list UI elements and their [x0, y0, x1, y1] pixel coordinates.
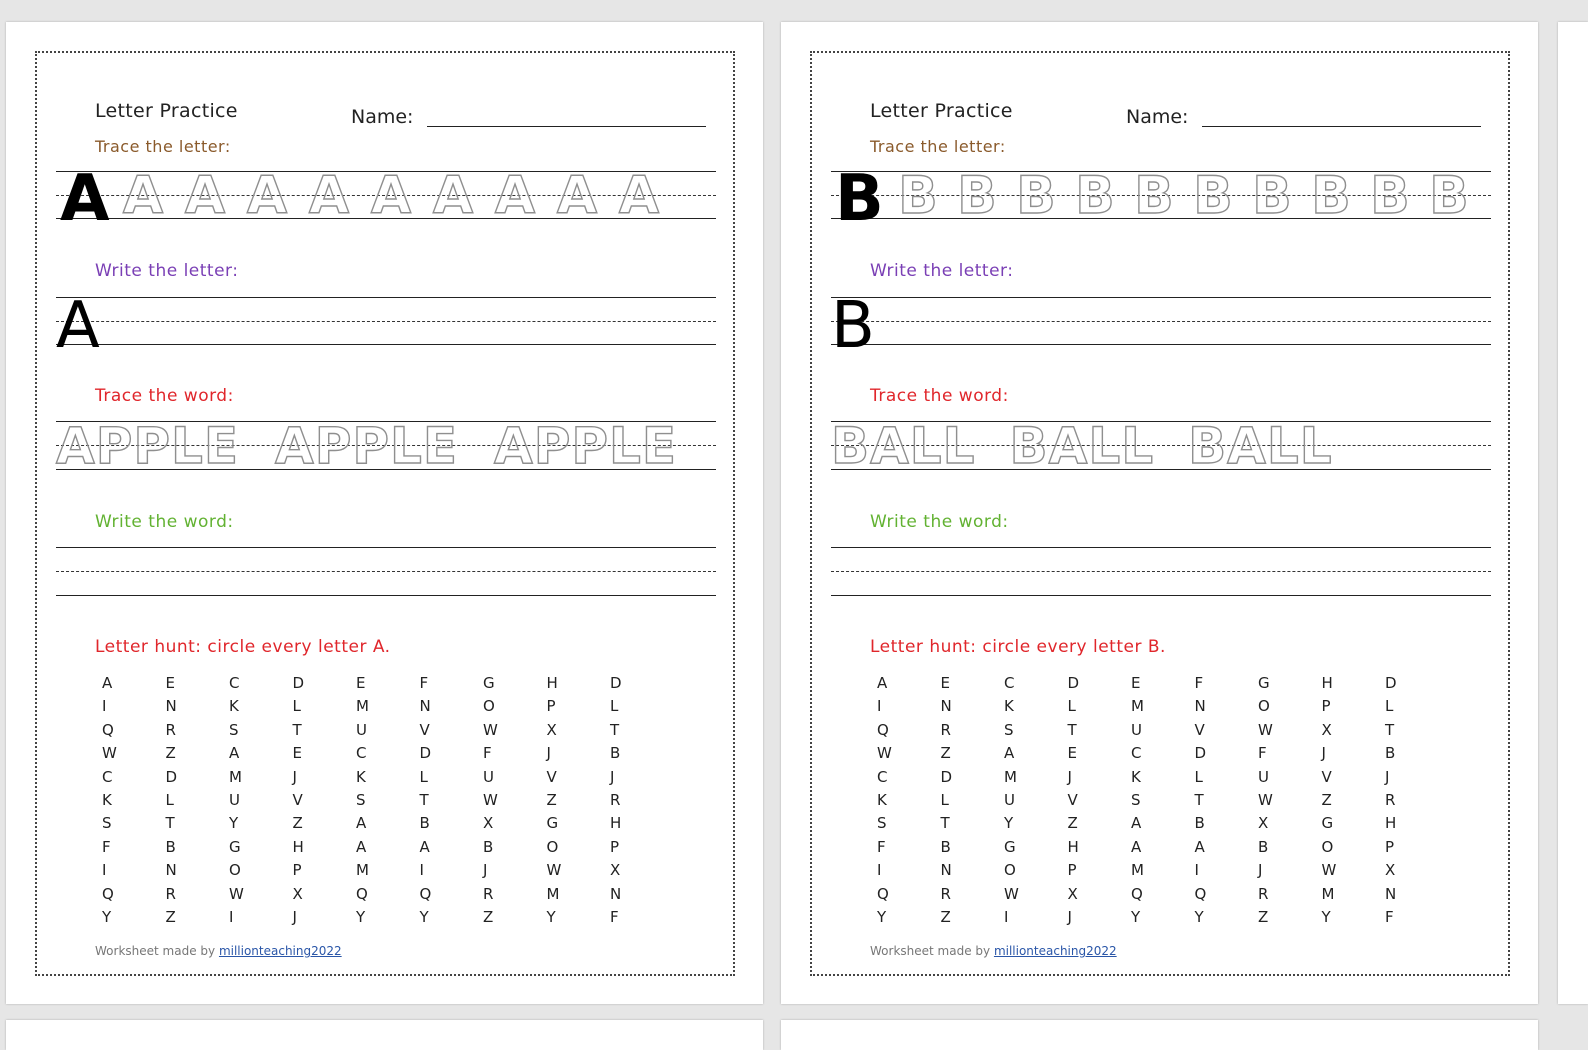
hunt-letter[interactable]: N — [165, 861, 177, 880]
guide-line-base — [831, 344, 1491, 345]
hunt-letter[interactable]: R — [940, 884, 951, 903]
hunt-letter[interactable]: F — [483, 744, 492, 763]
hunt-letter[interactable]: U — [356, 720, 367, 739]
hunt-letter[interactable]: A — [1131, 814, 1142, 833]
trace-word: BALL — [1188, 417, 1333, 475]
hunt-letter[interactable]: J — [1385, 767, 1390, 786]
hunt-letter[interactable]: A — [877, 674, 888, 692]
trace-letter: B — [898, 166, 938, 226]
trace-letter: B — [1016, 166, 1056, 226]
hunt-letter[interactable]: A — [1194, 837, 1205, 856]
hunt-letter[interactable]: T — [940, 814, 950, 833]
hunt-letter[interactable]: X — [1258, 814, 1269, 833]
trace-letter: A — [184, 166, 226, 226]
hunt-letter[interactable]: G — [483, 674, 495, 692]
model-letter: A — [56, 289, 100, 363]
hunt-letter[interactable]: A — [356, 814, 367, 833]
hunt-letter[interactable]: Q — [1131, 884, 1143, 903]
hunt-letter[interactable]: M — [1131, 697, 1144, 716]
hunt-letter[interactable]: Q — [419, 884, 432, 903]
worksheet-page-2 — [781, 22, 1538, 1004]
hunt-letter[interactable]: O — [1258, 697, 1270, 716]
hunt-letter[interactable]: P — [292, 861, 302, 880]
hunt-letter[interactable]: N — [419, 697, 431, 716]
hunt-letter[interactable]: B — [483, 837, 494, 856]
hunt-letter[interactable]: F — [1385, 907, 1394, 926]
guide-line-mid — [56, 321, 716, 322]
trace-word: APPLE — [275, 417, 459, 475]
guide-line-top — [831, 547, 1491, 548]
hunt-letter[interactable]: R — [165, 884, 176, 903]
next-page-edge — [6, 1020, 763, 1050]
hunt-letter[interactable]: F — [1258, 744, 1267, 763]
hunt-letter[interactable]: X — [1067, 884, 1078, 903]
hunt-letter[interactable]: H — [1385, 814, 1397, 833]
hunt-letter[interactable]: R — [940, 720, 951, 739]
model-letter: A — [60, 162, 110, 236]
hunt-letter[interactable]: N — [940, 861, 952, 880]
next-page-edge — [1558, 22, 1588, 1004]
hunt-letter[interactable]: S — [877, 814, 887, 833]
trace-letter: A — [494, 166, 536, 226]
hunt-letter[interactable]: E — [1131, 674, 1141, 692]
hunt-letter[interactable]: L — [165, 790, 174, 809]
hunt-letter[interactable]: B — [419, 814, 430, 833]
guide-line-base — [56, 595, 716, 596]
hunt-letter[interactable]: Z — [165, 907, 176, 926]
hunt-letter[interactable]: M — [229, 767, 242, 786]
hunt-letter[interactable]: L — [419, 767, 428, 786]
hunt-letter[interactable]: V — [1067, 790, 1078, 809]
hunt-letter[interactable]: A — [102, 674, 113, 692]
trace-letter: B — [1311, 166, 1351, 226]
guide-line-mid — [831, 321, 1491, 322]
hunt-letter[interactable]: Y — [877, 907, 887, 926]
hunt-letter[interactable]: M — [356, 861, 369, 880]
hunt-letter[interactable]: J — [292, 767, 297, 786]
trace-letter: A — [618, 166, 660, 226]
hunt-letter[interactable]: W — [229, 884, 244, 903]
hunt-letter[interactable]: Y — [102, 907, 112, 926]
hunt-letter[interactable]: I — [419, 861, 424, 880]
hunt-letter[interactable]: A — [1004, 744, 1015, 763]
hunt-letter[interactable]: C — [1131, 744, 1142, 763]
hunt-letter[interactable]: T — [1194, 790, 1204, 809]
trace-letter-row — [118, 166, 664, 226]
trace-word-row — [56, 417, 678, 475]
hunt-letter[interactable]: B — [610, 744, 621, 763]
letter-hunt-grid — [877, 673, 1449, 927]
hunt-letter[interactable]: H — [292, 837, 304, 856]
hunt-letter[interactable]: D — [610, 674, 622, 692]
guide-line-base — [831, 595, 1491, 596]
hunt-letter[interactable]: X — [610, 861, 621, 880]
hunt-letter[interactable]: S — [356, 790, 366, 809]
hunt-letter[interactable]: G — [1321, 814, 1334, 833]
hunt-letter[interactable]: U — [1258, 767, 1269, 786]
hunt-letter[interactable]: P — [1385, 837, 1395, 856]
hunt-letter[interactable]: X — [292, 884, 303, 903]
hunt-letter[interactable]: U — [1004, 790, 1015, 809]
name-field-line[interactable] — [427, 126, 706, 127]
guide-line-mid — [831, 571, 1491, 572]
hunt-letter[interactable]: I — [102, 861, 107, 880]
hunt-letter[interactable]: Z — [165, 744, 176, 763]
hunt-letter[interactable]: Z — [1067, 814, 1078, 833]
hunt-letter[interactable]: Z — [483, 907, 494, 926]
guide-line-top — [831, 297, 1491, 298]
hunt-letter[interactable]: W — [1258, 720, 1273, 739]
hunt-letter[interactable]: V — [419, 720, 430, 739]
hunt-letter[interactable]: F — [610, 907, 619, 926]
hunt-letter[interactable]: Z — [1321, 790, 1332, 809]
hunt-letter[interactable]: B — [940, 837, 951, 856]
hunt-letter[interactable]: U — [483, 767, 494, 786]
trace-letter: B — [957, 166, 997, 226]
trace-letter: B — [1370, 166, 1410, 226]
hunt-letter[interactable]: Z — [292, 814, 303, 833]
trace-word-label: Trace the word: — [870, 386, 1009, 406]
hunt-letter[interactable]: D — [1385, 674, 1397, 692]
hunt-letter[interactable]: T — [1067, 720, 1077, 739]
trace-word: APPLE — [494, 417, 678, 475]
hunt-letter[interactable]: W — [1321, 861, 1337, 880]
hunt-letter[interactable]: X — [1385, 861, 1396, 880]
trace-letter: A — [432, 166, 474, 226]
hunt-letter[interactable]: X — [1321, 720, 1332, 739]
hunt-letter[interactable]: D — [940, 767, 953, 786]
hunt-letter[interactable]: Z — [940, 907, 951, 926]
hunt-letter[interactable]: R — [610, 790, 621, 809]
hunt-letter[interactable]: L — [1385, 697, 1394, 716]
model-letter: B — [835, 162, 884, 236]
hunt-letter[interactable]: G — [229, 837, 241, 856]
hunt-letter[interactable]: Z — [940, 744, 951, 763]
footer-text: Worksheet made by — [95, 944, 216, 958]
hunt-letter[interactable]: V — [546, 767, 557, 786]
hunt-letter[interactable]: O — [1004, 861, 1016, 880]
hunt-letter[interactable]: D — [1067, 674, 1080, 692]
hunt-letter[interactable]: M — [1131, 861, 1144, 880]
hunt-letter[interactable]: Y — [356, 907, 366, 926]
hunt-letter[interactable]: H — [1067, 837, 1079, 856]
hunt-letter[interactable]: E — [292, 744, 302, 763]
hunt-letter[interactable]: K — [229, 697, 239, 716]
hunt-letter[interactable]: W — [483, 790, 498, 809]
name-label: Name: — [351, 106, 414, 128]
hunt-letter[interactable]: F — [419, 674, 429, 692]
hunt-letter[interactable]: Q — [1194, 884, 1207, 903]
guide-line-top — [56, 547, 716, 548]
hunt-letter[interactable]: E — [165, 674, 175, 692]
hunt-letter[interactable]: M — [1321, 884, 1335, 903]
hunt-letter[interactable]: E — [940, 674, 950, 692]
hunt-letter[interactable]: V — [1194, 720, 1205, 739]
letter-hunt-label: Letter hunt: circle every letter A. — [95, 637, 391, 657]
hunt-letter[interactable]: Y — [1321, 907, 1331, 926]
hunt-letter[interactable]: B — [1385, 744, 1396, 763]
hunt-letter[interactable]: S — [102, 814, 112, 833]
hunt-letter[interactable]: J — [1321, 744, 1326, 763]
letter-hunt-grid — [102, 673, 674, 927]
footer-link[interactable]: millionteaching2022 — [218, 944, 342, 958]
hunt-letter[interactable]: Q — [102, 884, 114, 903]
hunt-letter[interactable]: D — [419, 744, 432, 763]
hunt-letter[interactable]: C — [229, 674, 240, 692]
hunt-letter[interactable]: W — [1258, 790, 1273, 809]
hunt-letter[interactable]: Q — [877, 720, 889, 739]
hunt-letter[interactable]: W — [483, 720, 498, 739]
hunt-letter[interactable]: O — [546, 837, 559, 856]
hunt-letter[interactable]: J — [1067, 907, 1072, 926]
guide-line-base — [56, 344, 716, 345]
hunt-letter[interactable]: N — [1385, 884, 1397, 903]
hunt-letter[interactable]: P — [546, 697, 556, 716]
hunt-letter[interactable]: N — [610, 884, 622, 903]
hunt-letter[interactable]: J — [610, 767, 615, 786]
hunt-letter[interactable]: Q — [102, 720, 114, 739]
hunt-letter[interactable]: D — [165, 767, 178, 786]
hunt-letter[interactable]: K — [356, 767, 366, 786]
hunt-letter[interactable]: G — [546, 814, 559, 833]
hunt-letter[interactable]: N — [1194, 697, 1206, 716]
hunt-letter[interactable]: M — [546, 884, 560, 903]
trace-word-label: Trace the word: — [95, 386, 234, 406]
name-field-line[interactable] — [1202, 126, 1481, 127]
hunt-letter[interactable]: K — [877, 790, 887, 809]
hunt-letter[interactable]: L — [1067, 697, 1076, 716]
footer — [95, 944, 342, 958]
hunt-letter[interactable]: P — [1067, 861, 1077, 880]
hunt-letter[interactable]: L — [1194, 767, 1203, 786]
hunt-letter[interactable]: B — [1258, 837, 1269, 856]
hunt-letter[interactable]: V — [292, 790, 303, 809]
hunt-letter[interactable]: Y — [229, 814, 239, 833]
hunt-letter[interactable]: Y — [419, 907, 429, 926]
footer-link[interactable]: millionteaching2022 — [993, 944, 1117, 958]
hunt-letter[interactable]: G — [1004, 837, 1016, 856]
hunt-letter[interactable]: P — [1321, 697, 1331, 716]
hunt-letter[interactable]: T — [1385, 720, 1395, 739]
hunt-letter[interactable]: K — [1131, 767, 1141, 786]
hunt-letter[interactable]: I — [877, 697, 882, 716]
hunt-letter[interactable]: S — [1004, 720, 1014, 739]
hunt-letter[interactable]: W — [546, 861, 562, 880]
hunt-letter[interactable]: W — [102, 744, 117, 763]
hunt-letter[interactable]: M — [356, 697, 369, 716]
hunt-letter[interactable]: C — [356, 744, 367, 763]
hunt-letter[interactable]: O — [1321, 837, 1334, 856]
hunt-letter[interactable]: R — [1385, 790, 1396, 809]
guide-line-top — [56, 297, 716, 298]
write-letter-label: Write the letter: — [95, 261, 239, 281]
hunt-letter[interactable]: T — [292, 720, 302, 739]
trace-letter: A — [308, 166, 350, 226]
hunt-letter[interactable]: N — [165, 697, 177, 716]
hunt-letter[interactable]: A — [419, 837, 430, 856]
trace-letter: B — [1075, 166, 1115, 226]
hunt-letter[interactable]: B — [1194, 814, 1205, 833]
trace-word: APPLE — [56, 417, 240, 475]
hunt-letter[interactable]: F — [102, 837, 111, 856]
hunt-letter[interactable]: D — [1194, 744, 1207, 763]
trace-word: BALL — [831, 417, 976, 475]
trace-letter-label: Trace the letter: — [95, 137, 231, 156]
write-word-label: Write the word: — [870, 512, 1009, 532]
hunt-letter[interactable]: R — [483, 884, 494, 903]
hunt-letter[interactable]: T — [165, 814, 175, 833]
hunt-letter[interactable]: S — [1131, 790, 1141, 809]
footer-text: Worksheet made by — [870, 944, 991, 958]
hunt-letter[interactable]: J — [483, 861, 488, 880]
hunt-letter[interactable]: W — [877, 744, 892, 763]
hunt-letter[interactable]: I — [102, 697, 107, 716]
hunt-letter[interactable]: L — [940, 790, 949, 809]
hunt-letter[interactable]: I — [877, 861, 882, 880]
guide-line-mid — [56, 571, 716, 572]
hunt-letter[interactable]: J — [546, 744, 551, 763]
worksheet-title: Letter Practice — [870, 100, 1013, 122]
footer — [870, 944, 1117, 958]
hunt-letter[interactable]: Q — [877, 884, 889, 903]
hunt-letter[interactable]: A — [356, 837, 367, 856]
trace-word: BALL — [1009, 417, 1155, 475]
hunt-letter[interactable]: J — [1258, 861, 1263, 880]
hunt-letter[interactable]: J — [292, 907, 297, 926]
hunt-letter[interactable]: X — [483, 814, 494, 833]
hunt-letter[interactable]: I — [229, 907, 234, 926]
hunt-letter[interactable]: Y — [1194, 907, 1204, 926]
next-page-edge — [781, 1020, 1538, 1050]
write-letter-label: Write the letter: — [870, 261, 1014, 281]
hunt-letter[interactable]: V — [1321, 767, 1332, 786]
hunt-letter[interactable]: K — [102, 790, 112, 809]
hunt-letter[interactable]: O — [483, 697, 495, 716]
name-label: Name: — [1126, 106, 1189, 128]
hunt-letter[interactable]: Q — [356, 884, 368, 903]
trace-word-row — [831, 417, 1333, 475]
letter-hunt-label: Letter hunt: circle every letter B. — [870, 637, 1166, 657]
trace-letter: A — [370, 166, 412, 226]
hunt-letter[interactable]: M — [1004, 767, 1017, 786]
hunt-letter[interactable]: P — [610, 837, 620, 856]
hunt-letter[interactable]: Y — [546, 907, 556, 926]
trace-letter: B — [1252, 166, 1292, 226]
hunt-letter[interactable]: C — [877, 767, 888, 786]
hunt-letter[interactable]: E — [1067, 744, 1077, 763]
hunt-letter[interactable]: R — [1258, 884, 1269, 903]
hunt-letter[interactable]: S — [229, 720, 239, 739]
hunt-letter[interactable]: B — [165, 837, 176, 856]
hunt-letter[interactable]: L — [610, 697, 619, 716]
hunt-letter[interactable]: C — [102, 767, 113, 786]
trace-letter-label: Trace the letter: — [870, 137, 1006, 156]
model-letter: B — [831, 289, 875, 363]
hunt-letter[interactable]: Z — [1258, 907, 1269, 926]
hunt-letter[interactable]: R — [165, 720, 176, 739]
hunt-letter[interactable]: Y — [1004, 814, 1014, 833]
trace-letter: B — [1134, 166, 1174, 226]
worksheet-page-1 — [6, 22, 763, 1004]
hunt-letter[interactable]: A — [1131, 837, 1142, 856]
hunt-letter[interactable]: K — [1004, 697, 1014, 716]
hunt-letter[interactable]: U — [229, 790, 240, 809]
hunt-letter[interactable]: T — [419, 790, 429, 809]
hunt-letter[interactable]: U — [1131, 720, 1142, 739]
hunt-letter[interactable]: O — [229, 861, 241, 880]
write-word-label: Write the word: — [95, 512, 234, 532]
hunt-letter[interactable]: Z — [546, 790, 557, 809]
trace-letter: B — [1193, 166, 1233, 226]
hunt-letter[interactable]: A — [229, 744, 240, 763]
worksheet-title: Letter Practice — [95, 100, 238, 122]
trace-letter: A — [556, 166, 598, 226]
hunt-letter[interactable]: I — [1004, 907, 1009, 926]
trace-letter: A — [246, 166, 288, 226]
hunt-letter[interactable]: F — [1194, 674, 1204, 692]
hunt-letter[interactable]: I — [1194, 861, 1199, 880]
trace-letter: B — [1429, 166, 1469, 226]
trace-letter-row — [893, 166, 1474, 226]
hunt-letter[interactable]: C — [1004, 674, 1015, 692]
hunt-letter[interactable]: Y — [1131, 907, 1141, 926]
hunt-letter[interactable]: H — [610, 814, 622, 833]
hunt-letter[interactable]: T — [610, 720, 620, 739]
hunt-letter[interactable]: G — [1258, 674, 1270, 692]
hunt-letter[interactable]: F — [877, 837, 886, 856]
hunt-letter[interactable]: N — [940, 697, 952, 716]
hunt-letter[interactable]: D — [292, 674, 305, 692]
hunt-letter[interactable]: H — [1321, 674, 1333, 692]
trace-letter: A — [122, 166, 164, 226]
hunt-letter[interactable]: E — [356, 674, 366, 692]
hunt-letter[interactable]: W — [1004, 884, 1019, 903]
hunt-letter[interactable]: X — [546, 720, 557, 739]
hunt-letter[interactable]: H — [546, 674, 558, 692]
hunt-letter[interactable]: L — [292, 697, 301, 716]
hunt-letter[interactable]: J — [1067, 767, 1072, 786]
